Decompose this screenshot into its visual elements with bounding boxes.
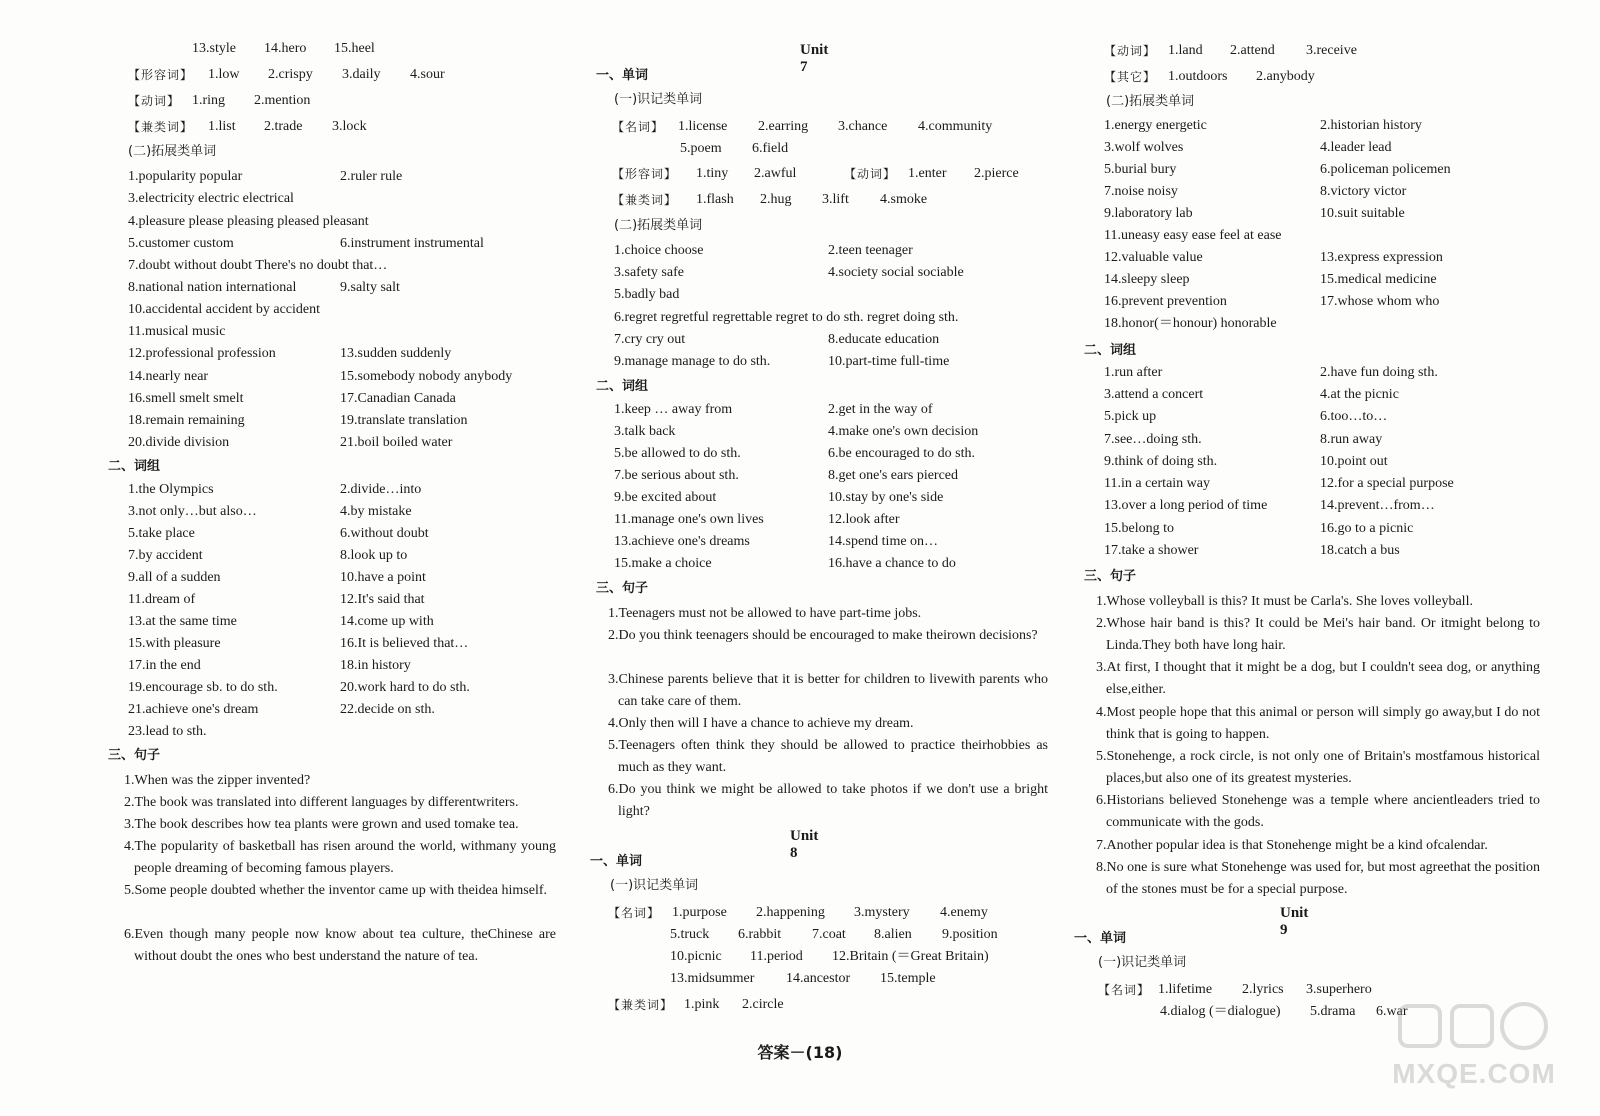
sentence: 6.Even though many people now know about tea culture, theChinese are without doubt the ones who best understand the nature of tea. <box>124 927 556 964</box>
word-class-tag: 【动词】 <box>1104 44 1157 58</box>
entry-text: 10.suit suitable <box>1320 206 1405 221</box>
subsection-heading: (一)识记类单词 <box>614 92 703 107</box>
entry-text: 2.teen teenager <box>828 243 913 258</box>
entry-text: 10.point out <box>1320 454 1388 469</box>
entry-text: 1.popularity popular <box>128 169 243 184</box>
entry-text: 17.whose whom who <box>1320 294 1440 309</box>
entry-text: 6.be encouraged to do sth. <box>828 446 975 461</box>
entry-text: 14.prevent…from… <box>1320 498 1435 513</box>
entry-text: 2.mention <box>254 93 311 108</box>
entry-text: 4.at the picnic <box>1320 387 1399 402</box>
word-class-tag: 【兼类词】 <box>128 120 194 134</box>
entry-text: 14.spend time on… <box>828 534 939 549</box>
entry-text: 1.choice choose <box>614 243 704 258</box>
entry-text: 13.midsummer <box>670 971 755 986</box>
sentence: 5.Teenagers often think they should be allowed to practice theirhobbies as much as they want. <box>608 738 1048 775</box>
entry-text: 10.part-time full-time <box>828 354 950 369</box>
sentence: 2.Whose hair band is this? It could be Mei's hair band. Or itmight belong to Linda.They both have long hair. <box>1096 616 1540 653</box>
word-class-tag: 【形容词】 <box>612 167 678 181</box>
entry-text: 17.in the end <box>128 658 201 673</box>
entry-text: 7.coat <box>812 927 846 942</box>
entry-text: 6.too…to… <box>1320 409 1388 424</box>
entry-text: 8.get one's ears pierced <box>828 468 959 483</box>
entry-text: 1.energy energetic <box>1104 118 1207 133</box>
entry-text: 8.run away <box>1320 432 1383 447</box>
entry-text: 6.war <box>1376 1004 1408 1019</box>
unit9-heading: Unit 9 <box>1280 905 1309 938</box>
entry-text: 14.hero <box>264 41 307 56</box>
sentence: 1.When was the zipper invented? <box>124 773 311 788</box>
entry-text: 2.divide…into <box>340 482 422 497</box>
entry-text: 1.flash <box>696 192 734 207</box>
entry-text: 16.It is believed that… <box>340 636 469 651</box>
word-class-tag: 【其它】 <box>1104 70 1157 84</box>
entry-text: 12.valuable value <box>1104 250 1203 265</box>
entry-text: 2.historian history <box>1320 118 1422 133</box>
entry-text: 8.victory victor <box>1320 184 1407 199</box>
entry-text: 6.regret regretful regrettable regret to do sth. regret doing sth. <box>614 310 959 325</box>
entry-text: 1.license <box>678 119 728 134</box>
word-class-tag: 【兼类词】 <box>612 193 678 207</box>
entry-text: 16.smell smelt smelt <box>128 391 244 406</box>
entry-text: 4.pleasure please pleasing pleased pleasant <box>128 214 369 229</box>
word-class-tag: 【动词】 <box>128 94 181 108</box>
entry-text: 3.not only…but also… <box>128 504 257 519</box>
entry-text: 3.chance <box>838 119 888 134</box>
entry-text: 13.over a long period of time <box>1104 498 1268 513</box>
entry-text: 1.run after <box>1104 365 1163 380</box>
sentence: 5.Some people doubted whether the inventor came up with theidea himself. <box>124 883 547 898</box>
entry-text: 1.outdoors <box>1168 69 1228 84</box>
sentence: 7.Another popular idea is that Stonehenge might be a kind ofcalendar. <box>1096 838 1488 853</box>
entry-text: 4.society social sociable <box>828 265 964 280</box>
subsection-heading: (一)识记类单词 <box>610 878 699 893</box>
entry-text: 2.trade <box>264 119 303 134</box>
unit8-heading: Unit 8 <box>790 828 819 861</box>
subsection-heading: (一)识记类单词 <box>1098 955 1187 970</box>
entry-text: 15.temple <box>880 971 936 986</box>
word-class-tag: 【名词】 <box>612 120 665 134</box>
entry-text: 20.work hard to do sth. <box>340 680 470 695</box>
entry-text: 5.pick up <box>1104 409 1157 424</box>
entry-text: 14.sleepy sleep <box>1104 272 1190 287</box>
entry-text: 1.ring <box>192 93 226 108</box>
entry-text: 9.be excited about <box>614 490 717 505</box>
sentence: 1.Whose volleyball is this? It must be Carla's. She loves volleyball. <box>1096 594 1473 609</box>
entry-text: 12.professional profession <box>128 346 276 361</box>
sentence: 3.Chinese parents believe that it is better for children to livewith parents who can take care of them. <box>608 672 1048 709</box>
entry-text: 8.national nation international <box>128 280 297 295</box>
entry-text: 21.boil boiled water <box>340 435 453 450</box>
entry-text: 1.the Olympics <box>128 482 214 497</box>
entry-text: 10.accidental accident by accident <box>128 302 321 317</box>
entry-text: 18.in history <box>340 658 411 673</box>
entry-text: 15.heel <box>334 41 375 56</box>
sentence: 4.Only then will I have a chance to achieve my dream. <box>608 716 914 731</box>
unit7-heading: Unit 7 <box>800 42 829 75</box>
entry-text: 9.all of a sudden <box>128 570 221 585</box>
word-class-tag: 【名词】 <box>1098 983 1151 997</box>
sentence: 4.Most people hope that this animal or person will simply go away,but I do not think that is going to happen. <box>1096 705 1540 742</box>
entry-text: 8.alien <box>874 927 912 942</box>
entry-text: 3.mystery <box>854 905 910 920</box>
entry-text: 7.by accident <box>128 548 203 563</box>
entry-text: 10.picnic <box>670 949 722 964</box>
sentence: 2.The book was translated into different languages by differentwriters. <box>124 795 519 810</box>
entry-text: 3.safety safe <box>614 265 684 280</box>
entry-text: 12.Britain (＝Great Britain) <box>832 949 989 964</box>
entry-text: 1.tiny <box>696 166 729 181</box>
entry-text: 10.stay by one's side <box>828 490 944 505</box>
entry-text: 2.crispy <box>268 67 313 82</box>
entry-text: 3.lock <box>332 119 367 134</box>
entry-text: 4.leader lead <box>1320 140 1392 155</box>
entry-text: 11.period <box>750 949 803 964</box>
sentence: 4.The popularity of basketball has risen around the world, withmany young people dreaming of becoming famous players. <box>124 839 556 876</box>
entry-text: 23.lead to sth. <box>128 724 207 739</box>
entry-text: 1.enter <box>908 166 947 181</box>
section-heading: 三、句子 <box>108 748 161 763</box>
entry-text: 13.sudden suddenly <box>340 346 452 361</box>
sentence: 3.The book describes how tea plants were grown and used tomake tea. <box>124 817 519 832</box>
entry-text: 11.manage one's own lives <box>614 512 764 527</box>
entry-text: 2.lyrics <box>1242 982 1284 997</box>
section-heading: 一、单词 <box>590 854 643 869</box>
entry-text: 1.pink <box>684 997 720 1012</box>
sentence: 2.Do you think teenagers should be encouraged to make theirown decisions? <box>608 628 1038 643</box>
entry-text: 2.anybody <box>1256 69 1315 84</box>
entry-text: 16.prevent prevention <box>1104 294 1227 309</box>
entry-text: 11.in a certain way <box>1104 476 1210 491</box>
entry-text: 6.policeman policemen <box>1320 162 1451 177</box>
entry-text: 5.truck <box>670 927 710 942</box>
entry-text: 7.be serious about sth. <box>614 468 739 483</box>
entry-text: 1.low <box>208 67 240 82</box>
word-class-tag: 【形容词】 <box>128 68 194 82</box>
entry-text: 5.drama <box>1310 1004 1356 1019</box>
entry-text: 14.come up with <box>340 614 434 629</box>
entry-text: 5.customer custom <box>128 236 234 251</box>
entry-text: 3.superhero <box>1306 982 1372 997</box>
entry-text: 5.poem <box>680 141 722 156</box>
subsection-heading: (二)拓展类单词 <box>614 218 703 233</box>
entry-text: 3.attend a concert <box>1104 387 1204 402</box>
entry-text: 16.have a chance to do <box>828 556 956 571</box>
word-class-tag: 【名词】 <box>608 906 661 920</box>
section-heading: 二、词组 <box>108 459 161 474</box>
entry-text: 22.decide on sth. <box>340 702 435 717</box>
entry-text: 1.purpose <box>672 905 727 920</box>
entry-text: 5.burial bury <box>1104 162 1177 177</box>
entry-text: 11.musical music <box>128 324 226 339</box>
sentence: 5.Stonehenge, a rock circle, is not only one of Britain's mostfamous historical places,but also one of its greatest mysteries. <box>1096 749 1540 786</box>
subsection-heading: (二)拓展类单词 <box>128 144 217 159</box>
watermark-logo-icon <box>1388 1000 1560 1060</box>
entry-text: 14.ancestor <box>786 971 851 986</box>
entry-text: 3.receive <box>1306 43 1357 58</box>
entry-text: 8.educate education <box>828 332 940 347</box>
entry-text: 2.attend <box>1230 43 1275 58</box>
section-heading: 一、单词 <box>596 68 649 83</box>
entry-text: 7.noise noisy <box>1104 184 1178 199</box>
entry-text: 9.position <box>942 927 998 942</box>
entry-text: 6.instrument instrumental <box>340 236 484 251</box>
entry-text: 16.go to a picnic <box>1320 521 1414 536</box>
entry-text: 2.have fun doing sth. <box>1320 365 1438 380</box>
entry-text: 15.make a choice <box>614 556 712 571</box>
entry-text: 14.nearly near <box>128 369 209 384</box>
entry-text: 6.rabbit <box>738 927 782 942</box>
entry-text: 10.have a point <box>340 570 426 585</box>
entry-text: 15.belong to <box>1104 521 1174 536</box>
sentence: 6.Do you think we might be allowed to take photos if we don't use a bright light? <box>608 782 1048 819</box>
entry-text: 5.take place <box>128 526 195 541</box>
section-heading: 三、句子 <box>1084 569 1137 584</box>
subsection-heading: (二)拓展类单词 <box>1106 94 1195 109</box>
entry-text: 4.sour <box>410 67 445 82</box>
entry-text: 9.think of doing sth. <box>1104 454 1218 469</box>
entry-text: 2.earring <box>758 119 809 134</box>
watermark <box>1388 1000 1560 1100</box>
entry-text: 19.translate translation <box>340 413 468 428</box>
entry-text: 4.make one's own decision <box>828 424 979 439</box>
entry-text: 17.Canadian Canada <box>340 391 456 406</box>
sentence: 1.Teenagers must not be allowed to have part-time jobs. <box>608 606 922 621</box>
entry-text: 7.doubt without doubt There's no doubt that… <box>128 258 388 273</box>
entry-text: 12.It's said that <box>340 592 425 607</box>
sentence: 3.At first, I thought that it might be a dog, but I couldn't seea dog, or anything else,either. <box>1096 660 1540 697</box>
entry-text: 2.pierce <box>974 166 1019 181</box>
watermark-text: MXQE.COM <box>1392 1058 1556 1089</box>
entry-text: 4.enemy <box>940 905 988 920</box>
entry-text: 15.medical medicine <box>1320 272 1437 287</box>
entry-text: 6.without doubt <box>340 526 429 541</box>
entry-text: 11.dream of <box>128 592 196 607</box>
entry-text: 5.badly bad <box>614 287 680 302</box>
entry-text: 9.laboratory lab <box>1104 206 1193 221</box>
page-footer: 答案－(18) <box>757 1043 843 1062</box>
entry-text: 7.see…doing sth. <box>1104 432 1202 447</box>
entry-text: 2.hug <box>760 192 792 207</box>
word-class-tag: 【兼类词】 <box>608 998 674 1012</box>
entry-text: 9.salty salt <box>340 280 400 295</box>
section-heading: 二、词组 <box>1084 343 1137 358</box>
entry-text: 17.take a shower <box>1104 543 1199 558</box>
entry-text: 4.dialog (＝dialogue) <box>1160 1004 1281 1019</box>
entry-text: 15.with pleasure <box>128 636 221 651</box>
entry-text: 2.happening <box>756 905 825 920</box>
entry-text: 4.by mistake <box>340 504 412 519</box>
section-heading: 一、单词 <box>1074 931 1127 946</box>
entry-text: 3.talk back <box>614 424 676 439</box>
sentence: 8.No one is sure what Stonehenge was used for, but most agreethat the position of the stones must be for a special purpose. <box>1096 860 1540 897</box>
entry-text: 1.lifetime <box>1158 982 1213 997</box>
entry-text: 21.achieve one's dream <box>128 702 259 717</box>
entry-text: 19.encourage sb. to do sth. <box>128 680 278 695</box>
entry-text: 2.awful <box>754 166 797 181</box>
entry-text: 12.for a special purpose <box>1320 476 1454 491</box>
entry-text: 3.electricity electric electrical <box>128 191 294 206</box>
entry-text: 9.manage manage to do sth. <box>614 354 771 369</box>
section-heading: 二、词组 <box>596 379 649 394</box>
entry-text: 2.circle <box>742 997 784 1012</box>
entry-text: 13.style <box>192 41 236 56</box>
entry-text: 4.community <box>918 119 993 134</box>
entry-text: 20.divide division <box>128 435 230 450</box>
entry-text: 4.smoke <box>880 192 928 207</box>
entry-text: 6.field <box>752 141 789 156</box>
entry-text: 1.list <box>208 119 236 134</box>
entry-text: 5.be allowed to do sth. <box>614 446 741 461</box>
entry-text: 13.achieve one's dreams <box>614 534 750 549</box>
entry-text: 3.wolf wolves <box>1104 140 1184 155</box>
entry-text: 13.at the same time <box>128 614 237 629</box>
entry-text: 2.ruler rule <box>340 169 403 184</box>
sentence: 6.Historians believed Stonehenge was a temple where ancientleaders tried to communicate with the gods. <box>1096 793 1540 830</box>
entry-text: 18.honor(＝honour) honorable <box>1104 316 1277 331</box>
entry-text: 12.look after <box>828 512 900 527</box>
entry-text: 8.look up to <box>340 548 408 563</box>
entry-text: 7.cry cry out <box>614 332 686 347</box>
entry-text: 3.lift <box>822 192 849 207</box>
entry-text: 13.express expression <box>1320 250 1443 265</box>
entry-text: 11.uneasy easy ease feel at ease <box>1104 228 1282 243</box>
entry-text: 18.catch a bus <box>1320 543 1400 558</box>
section-heading: 三、句子 <box>596 581 649 596</box>
entry-text: 2.get in the way of <box>828 402 933 417</box>
entry-text: 3.daily <box>342 67 381 82</box>
entry-text: 1.keep … away from <box>614 402 733 417</box>
entry-text: 1.land <box>1168 43 1203 58</box>
word-class-tag: 【动词】 <box>844 167 897 181</box>
entry-text: 18.remain remaining <box>128 413 245 428</box>
entry-text: 15.somebody nobody anybody <box>340 369 513 384</box>
